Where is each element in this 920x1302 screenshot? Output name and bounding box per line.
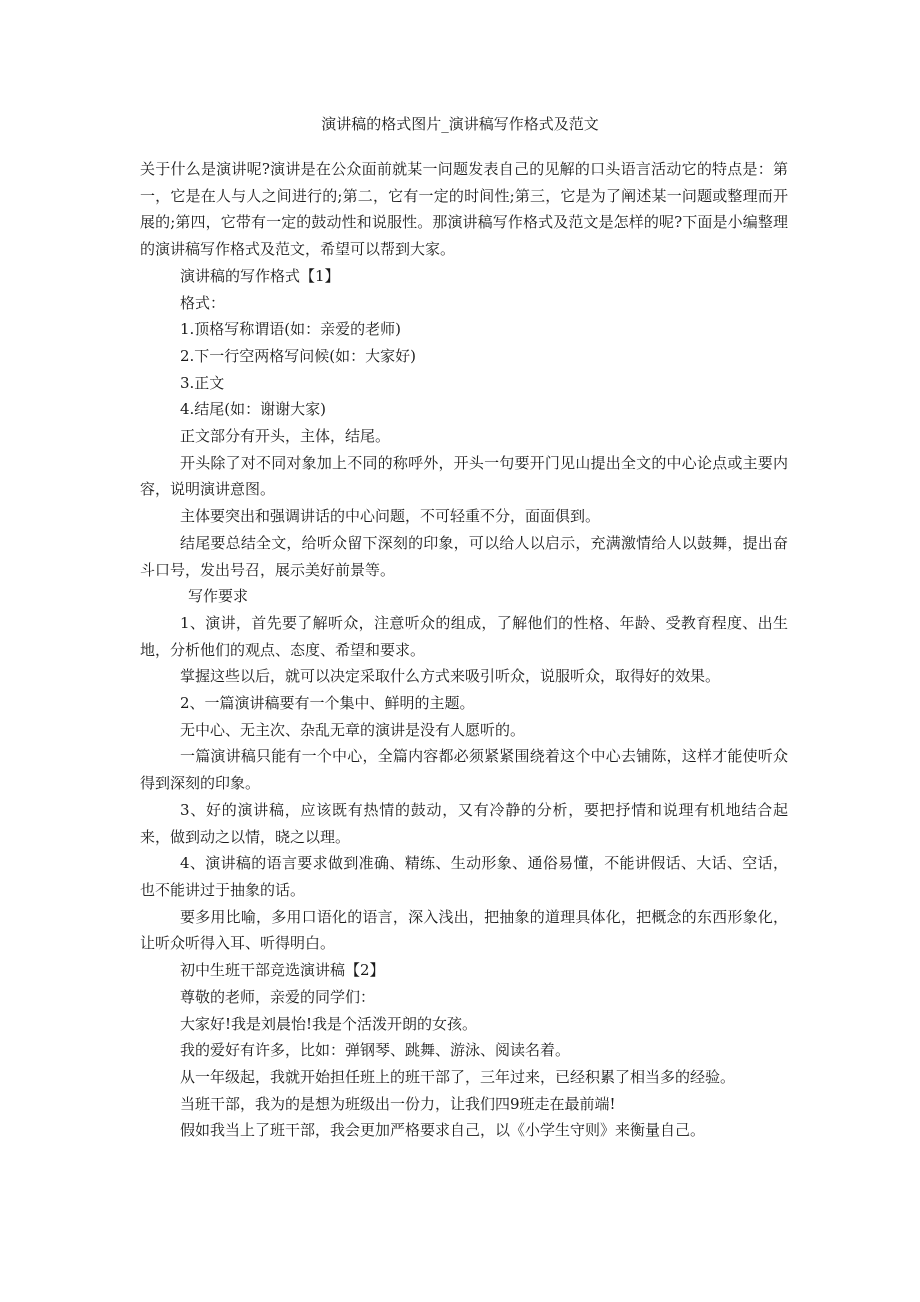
paragraph: 要多用比喻，多用口语化的语言，深入浅出，把抽象的道理具体化，把概念的东西形象化，让听众听得入耳、听得明白。 bbox=[140, 907, 788, 953]
paragraph: 无中心、无主次、杂乱无章的演讲是没有人愿听的。 bbox=[180, 720, 526, 739]
paragraph: 一篇演讲稿只能有一个中心，全篇内容都必须紧紧围绕着这个中心去铺陈，这样才能使听众得到深刻的印象。 bbox=[140, 747, 788, 793]
paragraph: 当班干部，我为的是想为班级出一份力，让我们四9班走在最前端! bbox=[180, 1094, 616, 1113]
paragraph: 开头除了对不同对象加上不同的称呼外，开头一句要开门见山提出全文的中心论点或主要内容，说明演讲意图。 bbox=[140, 453, 788, 499]
document-body bbox=[140, 156, 788, 1144]
paragraph: 格式： bbox=[180, 293, 226, 312]
paragraph: 4.结尾(如：谢谢大家) bbox=[180, 400, 327, 419]
paragraph: 尊敬的老师，亲爱的同学们： bbox=[180, 987, 376, 1006]
paragraph: 3.正文 bbox=[180, 373, 225, 392]
paragraph: 掌握这些以后，就可以决定采取什么方式来吸引听众，说服听众，取得好的效果。 bbox=[180, 667, 721, 686]
paragraph: 主体要突出和强调讲话的中心问题，不可轻重不分，面面俱到。 bbox=[180, 507, 601, 526]
paragraph: 初中生班干部竞选演讲稿【2】 bbox=[180, 961, 385, 980]
paragraph: 3、好的演讲稿，应该既有热情的鼓动，又有冷静的分析，要把抒情和说理有机地结合起来，做到动之以情，晓之以理。 bbox=[140, 800, 788, 846]
paragraph: 结尾要总结全文，给听众留下深刻的印象，可以给人以启示，充满激情给人以鼓舞，提出奋斗口号，发出号召，展示美好前景等。 bbox=[140, 533, 788, 579]
paragraph: 4、演讲稿的语言要求做到准确、精练、生动形象、通俗易懂，不能讲假话、大话、空话，也不能讲过于抽象的话。 bbox=[140, 854, 788, 899]
paragraph: 2、一篇演讲稿要有一个集中、鲜明的主题。 bbox=[180, 694, 475, 713]
paragraph: 1、演讲，首先要了解听众，注意听众的组成，了解他们的性格、年龄、受教育程度、出生地，分析他们的观点、态度、希望和要求。 bbox=[140, 613, 788, 659]
paragraph: 假如我当上了班干部，我会更加严格要求自己，以《小学生守则》来衡量自己。 bbox=[180, 1121, 706, 1140]
paragraph: 正文部分有开头，主体，结尾。 bbox=[180, 427, 391, 446]
paragraph: 从一年级起，我就开始担任班上的班干部了，三年过来，已经积累了相当多的经验。 bbox=[180, 1067, 736, 1086]
paragraph: 我的爱好有许多，比如：弹钢琴、跳舞、游泳、阅读名着。 bbox=[180, 1041, 571, 1060]
document-title: 演讲稿的格式图片_演讲稿写作格式及范文 bbox=[321, 115, 599, 133]
paragraph: 写作要求 bbox=[188, 587, 249, 606]
paragraph: 关于什么是演讲呢?演讲是在公众面前就某一问题发表自己的见解的口头语言活动它的特点是：第一，它是在人与人之间进行的;第二，它有一定的时间性;第三，它是为了阐述某一问题或整理而开展的;第四，它带有一定的鼓动性和说服性。那演讲稿写作格式及范文是怎样的呢?下面是小编整理的演讲稿写作格式及范文，希望可以帮到大家。 bbox=[140, 160, 788, 259]
paragraph: 大家好!我是刘晨怡!我是个活泼开朗的女孩。 bbox=[180, 1014, 478, 1033]
paragraph: 1.顶格写称谓语(如：亲爱的老师) bbox=[180, 320, 402, 339]
paragraph: 2.下一行空两格写问候(如：大家好) bbox=[180, 346, 417, 365]
paragraph: 演讲稿的写作格式【1】 bbox=[180, 266, 340, 285]
